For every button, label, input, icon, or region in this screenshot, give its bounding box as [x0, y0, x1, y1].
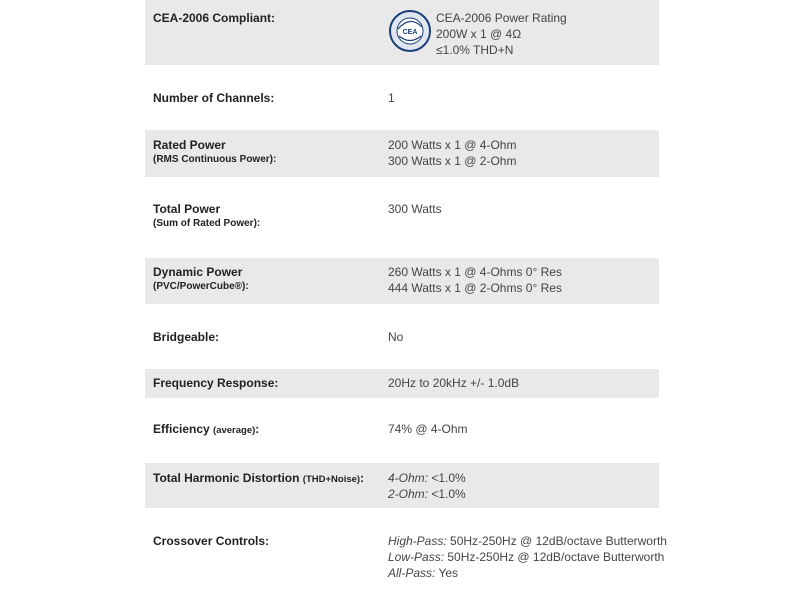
spec-value: 74% @ 4-Ohm — [388, 422, 468, 436]
spec-row-efficiency — [145, 398, 659, 463]
cea-2006-logo-icon — [388, 9, 432, 53]
spec-label-sub: (THD+Noise) — [302, 474, 361, 485]
spec-value: 20Hz to 20kHz +/- 1.0dB — [388, 376, 520, 390]
spec-row-bridgeable — [145, 304, 659, 369]
spec-label-main: Rated Power — [153, 138, 226, 152]
spec-label-main: Total Power — [153, 202, 221, 216]
spec-label: Bridgeable: — [153, 330, 220, 344]
spec-label-sub: (RMS Continuous Power): — [153, 154, 277, 165]
spec-row-cea — [145, 0, 659, 65]
spec-label: Frequency Response: — [153, 376, 279, 390]
spec-label — [153, 264, 249, 294]
spec-value: 300 Watts — [388, 202, 442, 216]
spec-row-frequency-response — [145, 369, 659, 398]
spec-value: High-Pass: 50Hz-250Hz @ 12dB/octave Butterworth Low-Pass: 50Hz-250Hz @ 12dB/octave Butterworth All-Pass: Yes — [388, 534, 667, 580]
cea-rating-text — [436, 10, 567, 58]
spec-label-main: Total Harmonic Distortion — [153, 471, 300, 485]
spec-label-sub: (average) — [213, 425, 256, 436]
svg-text:CEA: CEA — [402, 29, 418, 36]
spec-table — [145, 0, 667, 603]
spec-label: Crossover Controls: — [153, 534, 270, 548]
spec-label: CEA-2006 Compliant: — [153, 11, 276, 25]
spec-row-total-power — [145, 177, 659, 258]
spec-value: 4-Ohm: <1.0% 2-Ohm: <1.0% — [388, 471, 466, 501]
spec-label-sub: (Sum of Rated Power): — [153, 218, 261, 229]
cea-rating-thd: ≤1.0% THD+N — [436, 43, 514, 57]
spec-label: Number of Channels: — [153, 91, 275, 105]
spec-value: No — [388, 330, 404, 344]
cea-rating-title: CEA-2006 Power Rating — [436, 11, 567, 25]
spec-label — [153, 201, 260, 231]
spec-label: Total Harmonic Distortion (THD+Noise): — [153, 471, 365, 485]
spec-label: Efficiency (average): — [153, 422, 260, 436]
spec-row-channels — [145, 65, 659, 130]
spec-value: 200 Watts x 1 @ 4-Ohm 300 Watts x 1 @ 2-Ohm — [388, 138, 517, 168]
spec-row-thd — [145, 463, 659, 508]
spec-label-sub: (PVC/PowerCube®): — [153, 281, 249, 292]
spec-label — [153, 137, 276, 167]
spec-label-main: Dynamic Power — [153, 265, 243, 279]
spec-value: 1 — [388, 91, 395, 105]
cea-rating-power: 200W x 1 @ 4Ω — [436, 27, 522, 41]
spec-row-rated-power — [145, 130, 659, 177]
spec-row-dynamic-power — [145, 258, 659, 304]
spec-value: 260 Watts x 1 @ 4-Ohms 0° Res 444 Watts x 1 @ 2-Ohms 0° Res — [388, 265, 562, 295]
spec-label-main: Efficiency — [153, 422, 210, 436]
spec-row-crossover — [145, 508, 667, 603]
